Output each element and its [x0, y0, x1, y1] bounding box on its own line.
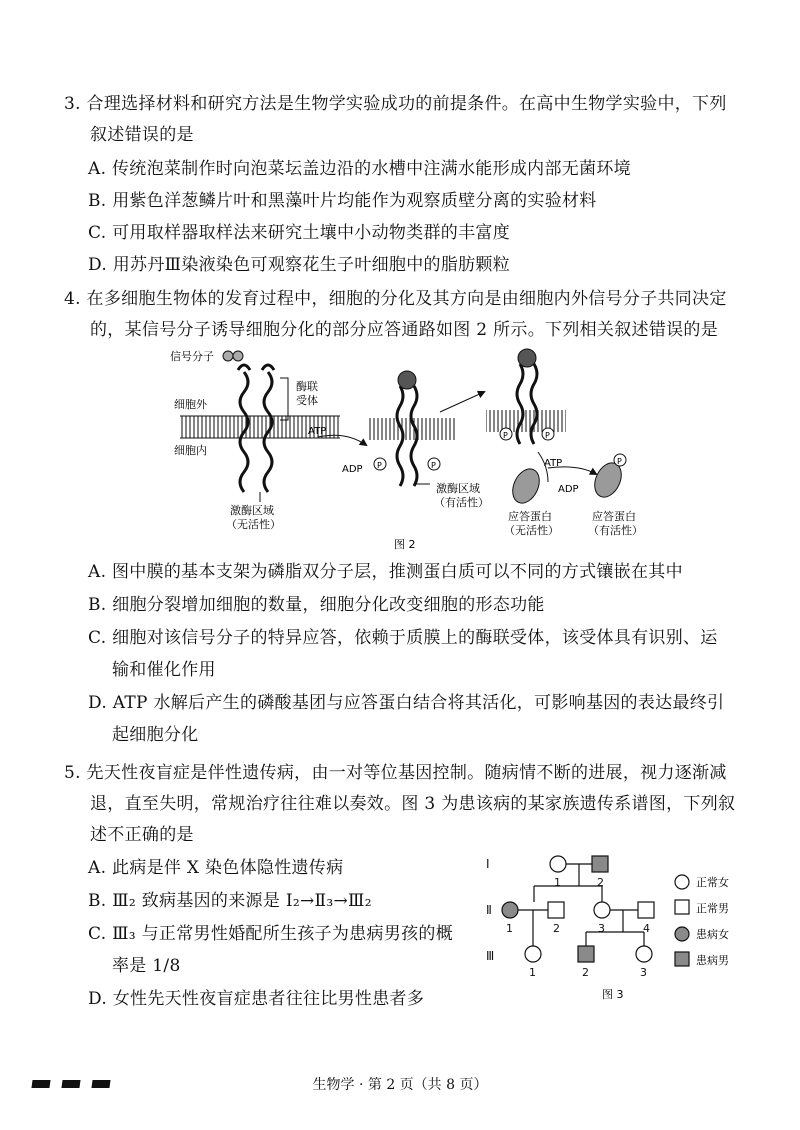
generation-label-1: Ⅰ — [486, 857, 490, 871]
svg-text:1: 1 — [506, 922, 513, 935]
legend-normal-female: 正常女 — [696, 876, 729, 889]
svg-text:P: P — [431, 461, 436, 470]
response-inactive-state: （无活性） — [504, 524, 559, 537]
pedigree-II4-normal-male — [638, 902, 654, 918]
kinase-active-state: （有活性） — [434, 496, 489, 509]
pedigree-I1-normal-female — [550, 856, 566, 872]
legend-normal-male-icon — [675, 900, 689, 914]
kinase-active-label: 激酶区域 — [436, 482, 480, 495]
legend-affected-female-icon — [675, 927, 689, 941]
outside-cell-label: 细胞外 — [174, 398, 207, 411]
pedigree-I2-affected-male — [592, 856, 608, 872]
svg-text:1: 1 — [554, 876, 561, 889]
legend-normal-female-icon — [675, 875, 689, 889]
response-active-label: 应答蛋白 — [592, 510, 636, 523]
pedigree-III1-normal-female — [525, 946, 541, 962]
pedigree-III2-affected-male — [578, 946, 594, 962]
q5-stem-line-2: 退，直至失明，常规治疗往往难以奏效。图 3 为患该病的某家族遗传系谱图，下列叙 — [90, 794, 736, 814]
svg-text:P: P — [617, 457, 622, 466]
svg-text:P: P — [377, 461, 382, 470]
atp-label-1: ATP — [308, 426, 327, 437]
pedigree-II3-normal-female — [594, 902, 610, 918]
q3-stem-line-2: 叙述错误的是 — [90, 125, 194, 145]
q3-option-b: B. 用紫色洋葱鳞片叶和黑藻叶片均能作为观察质壁分离的实验材料 — [88, 191, 597, 211]
response-active-state: （有活性） — [588, 524, 643, 537]
adp-label-2: ADP — [558, 484, 579, 495]
legend-affected-male-icon — [675, 952, 689, 966]
kinase-inactive-label: 激酶区域 — [230, 504, 274, 517]
figure-2-signal-pathway — [168, 342, 668, 552]
signal-molecule-icon — [223, 351, 233, 361]
q4-option-c-line-1: C. 细胞对该信号分子的特异应答，依赖于质膜上的酶联受体，该受体具有识别、运 — [88, 628, 718, 648]
kinase-inactive-state: （无活性） — [226, 518, 281, 531]
svg-text:2: 2 — [597, 876, 604, 889]
legend-normal-male: 正常男 — [696, 902, 729, 915]
q3-option-d: D. 用苏丹Ⅲ染液染色可观察花生子叶细胞中的脂肪颗粒 — [88, 255, 511, 275]
q4-option-a: A. 图中膜的基本支架为磷脂双分子层，推测蛋白质可以不同的方式镶嵌在其中 — [88, 562, 683, 582]
enzyme-receptor-label-1: 酶联 — [296, 380, 318, 393]
response-protein-inactive — [508, 465, 545, 508]
svg-text:P: P — [503, 431, 508, 440]
membrane-3 — [486, 410, 566, 432]
q4-option-c-line-2: 输和催化作用 — [112, 660, 216, 680]
q5-option-a: A. 此病是伴 X 染色体隐性遗传病 — [88, 858, 344, 878]
svg-text:P: P — [545, 431, 550, 440]
svg-text:3: 3 — [598, 922, 605, 935]
signal-molecule-label: 信号分子 — [170, 350, 214, 363]
q5-option-c-line-2: 率是 1/8 — [112, 956, 181, 976]
legend-affected-male: 患病男 — [696, 954, 729, 967]
q3-option-c: C. 可用取样器取样法来研究土壤中小动物类群的丰富度 — [88, 223, 511, 243]
q3-stem-line-1: 3. 合理选择材料和研究方法是生物学实验成功的前提条件。在高中生物学实验中，下列 — [64, 94, 727, 114]
q4-option-d-line-2: 起细胞分化 — [112, 725, 199, 745]
adp-label-1: ADP — [342, 464, 363, 475]
generation-label-2: Ⅱ — [486, 903, 492, 917]
legend-affected-female: 患病女 — [696, 928, 729, 941]
atp-label-2: ATP — [544, 458, 563, 469]
q4-stem-line-2: 的，某信号分子诱导细胞分化的部分应答通路如图 2 所示。下列相关叙述错误的是 — [90, 320, 719, 340]
svg-text:2: 2 — [582, 966, 589, 979]
generation-label-3: Ⅲ — [486, 949, 495, 963]
q4-stem-line-1: 4. 在多细胞生物体的发育过程中，细胞的分化及其方向是由细胞内外信号分子共同决定 — [64, 289, 727, 309]
q4-option-d-line-1: D. ATP 水解后产生的磷酸基团与应答蛋白结合将其活化，可影响基因的表达最终引 — [88, 693, 725, 713]
q5-stem-line-3: 述不正确的是 — [90, 825, 194, 845]
pedigree-II1-affected-female — [502, 902, 518, 918]
q5-option-c-line-1: C. Ⅲ₃ 与正常男性婚配所生孩子为患病男孩的概 — [88, 924, 454, 944]
q5-stem-line-1: 5. 先天性夜盲症是伴性遗传病，由一对等位基因控制。随病情不断的进展，视力逐渐减 — [64, 763, 727, 783]
pedigree-II2-normal-male — [548, 902, 564, 918]
q5-option-b: B. Ⅲ₂ 致病基因的来源是 Ⅰ₂→Ⅱ₃→Ⅲ₂ — [88, 891, 372, 911]
q5-option-d: D. 女性先天性夜盲症患者往往比男性患者多 — [88, 989, 425, 1009]
inside-cell-label: 细胞内 — [174, 444, 207, 457]
pedigree-III3-normal-female — [636, 946, 652, 962]
response-inactive-label: 应答蛋白 — [508, 510, 552, 523]
page-footer: 生物学 · 第 2 页（共 8 页） — [312, 1077, 488, 1093]
figure-3-caption: 图 3 — [602, 988, 624, 1001]
svg-text:1: 1 — [529, 966, 536, 979]
q4-option-b: B. 细胞分裂增加细胞的数量，细胞分化改变细胞的形态功能 — [88, 595, 545, 615]
figure-2-caption: 图 2 — [394, 538, 416, 551]
svg-text:3: 3 — [640, 966, 647, 979]
svg-text:2: 2 — [553, 922, 560, 935]
figure-3-pedigree — [474, 846, 754, 1006]
bound-signal-icon — [398, 371, 416, 389]
svg-text:4: 4 — [643, 922, 650, 935]
q3-option-a: A. 传统泡菜制作时向泡菜坛盖边沿的水槽中注满水能形成内部无菌环境 — [88, 159, 631, 179]
enzyme-receptor-label-2: 受体 — [296, 394, 318, 407]
